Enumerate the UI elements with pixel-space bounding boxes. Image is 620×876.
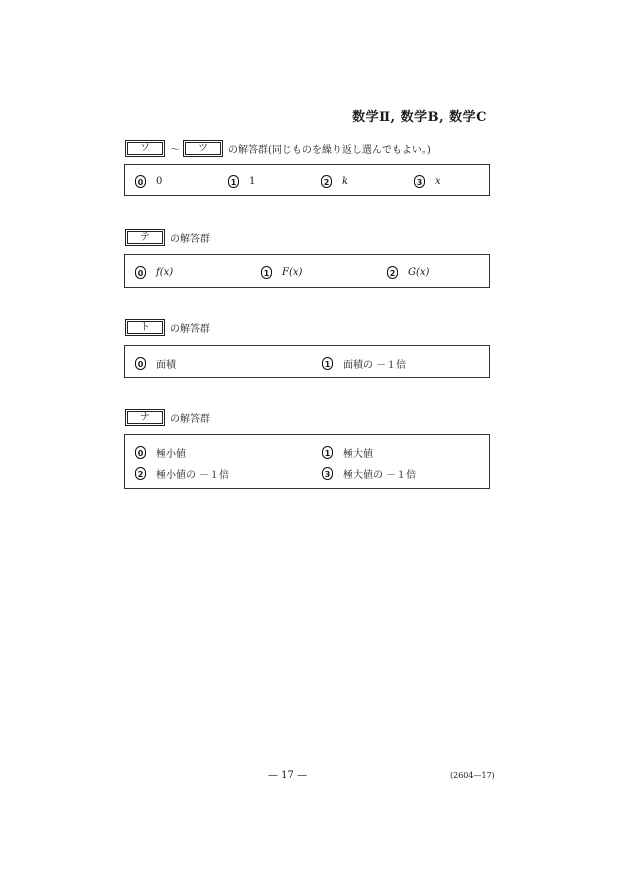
choice-text: x xyxy=(435,176,441,187)
answer-group-title-so-tsu xyxy=(125,140,431,156)
answer-group-title-to xyxy=(125,319,210,335)
choice-number-icon: 2 xyxy=(321,175,332,188)
answer-choices-box-so-tsu xyxy=(124,164,490,196)
answer-choices-box-te xyxy=(124,254,490,288)
answer-key-box-so: ソ xyxy=(125,140,165,157)
choice-option xyxy=(135,466,229,481)
choice-number-icon: 0 xyxy=(135,266,146,279)
choice-option xyxy=(322,466,416,481)
page-header-title: 数学Ⅱ, 数学B, 数学C xyxy=(352,110,487,125)
answer-key-box-na: ナ xyxy=(125,409,165,426)
choice-option xyxy=(387,266,429,279)
answer-choices-box-na xyxy=(124,434,490,489)
answer-choices-box-to xyxy=(124,345,490,378)
choice-number-icon: 3 xyxy=(414,175,425,188)
choice-text: G(x) xyxy=(408,267,430,278)
answer-group-heading: の解答群(同じものを繰り返し選んでもよい。) xyxy=(228,144,431,156)
choice-option xyxy=(135,175,162,188)
answer-key-box-te: テ xyxy=(125,229,165,246)
choice-number-icon: 2 xyxy=(135,467,146,480)
choice-text: 極小値の －１倍 xyxy=(156,470,230,481)
choice-number-icon: 0 xyxy=(135,446,146,459)
tilde-separator: ～ xyxy=(170,144,180,156)
answer-group-title-te xyxy=(125,229,210,245)
page-code: (2604—17) xyxy=(450,771,495,780)
choice-number-icon: 0 xyxy=(135,357,146,370)
answer-group-heading: の解答群 xyxy=(170,323,210,335)
answer-group-heading: の解答群 xyxy=(170,413,210,425)
choice-option xyxy=(322,356,406,371)
choice-number-icon: 3 xyxy=(322,467,333,480)
choice-text: F(x) xyxy=(282,267,303,278)
choice-option xyxy=(414,175,441,188)
choice-option xyxy=(322,445,373,460)
choice-text: 1 xyxy=(249,176,256,187)
choice-option xyxy=(321,175,348,188)
choice-option xyxy=(135,356,176,371)
answer-group-heading: の解答群 xyxy=(170,233,210,245)
choice-number-icon: 0 xyxy=(135,175,146,188)
choice-option xyxy=(228,175,255,188)
answer-group-title-na xyxy=(125,409,210,425)
choice-number-icon: 1 xyxy=(228,175,239,188)
choice-number-icon: 1 xyxy=(261,266,272,279)
choice-text: 面積 xyxy=(156,360,176,371)
choice-text: 極大値 xyxy=(343,449,373,460)
answer-key-box-to: ト xyxy=(125,319,165,336)
choice-option xyxy=(261,266,302,279)
choice-option xyxy=(135,266,173,279)
choice-text: k xyxy=(342,176,349,187)
choice-option xyxy=(135,445,186,460)
choice-number-icon: 2 xyxy=(387,266,398,279)
choice-text: 面積の －１倍 xyxy=(343,360,407,371)
answer-key-box-tsu: ツ xyxy=(183,140,223,157)
choice-text: 0 xyxy=(156,176,163,187)
choice-number-icon: 1 xyxy=(322,446,333,459)
choice-text: f(x) xyxy=(156,267,174,278)
choice-number-icon: 1 xyxy=(322,357,333,370)
choice-text: 極小値 xyxy=(156,449,186,460)
choice-text: 極大値の －１倍 xyxy=(343,470,417,481)
page-number: — 17 — xyxy=(268,770,308,781)
